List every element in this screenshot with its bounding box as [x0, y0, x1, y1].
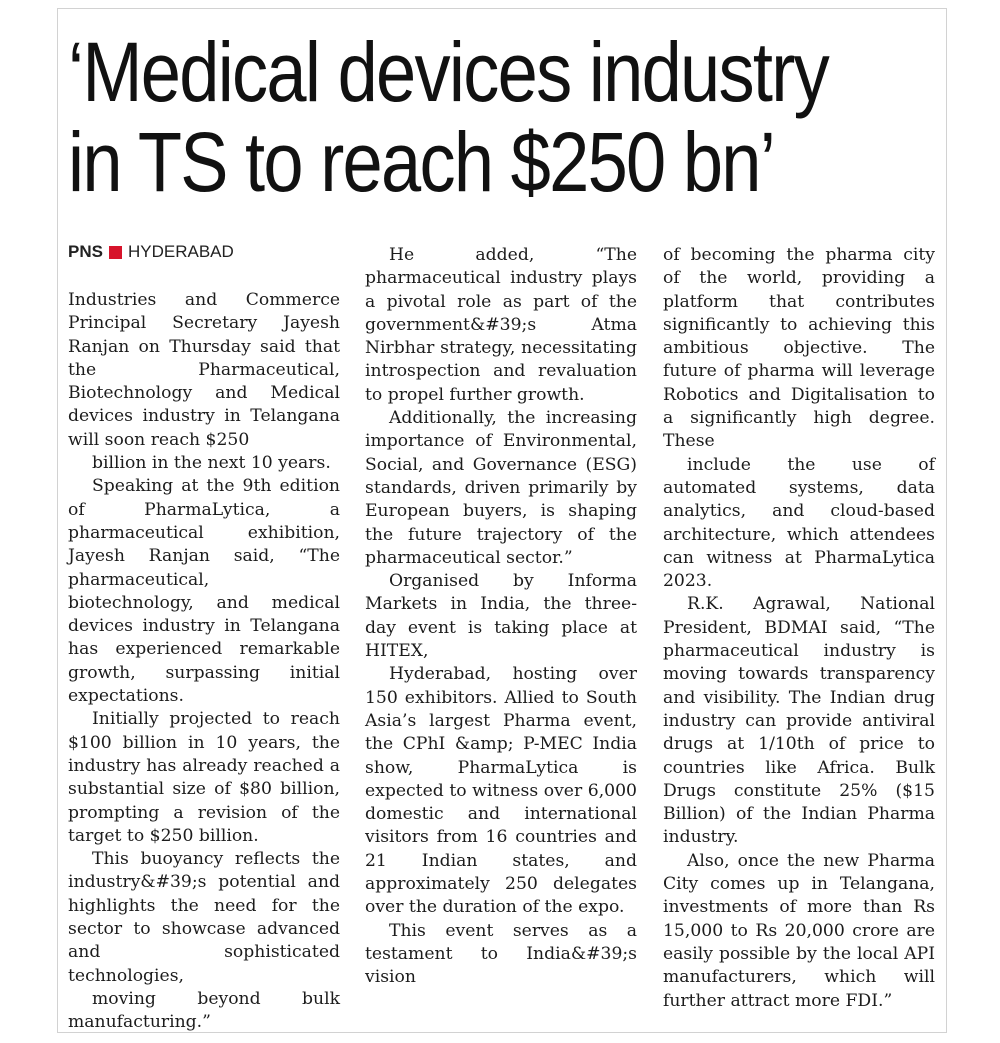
paragraph: This buoyancy reflects the industry&#39;s potential and highlights the need for the sector to showcase advanced and sophisticated technologies,: [68, 849, 340, 986]
paragraph: This event serves as a testament to India&#39;s vision: [365, 920, 637, 988]
paragraph: of becoming the pharma city of the world, providing a platform that contributes significantly to achieving this ambitious objective. The future of pharma will leverage Robotics and Digitalisation to a significantly high degree. These: [663, 245, 935, 452]
paragraph: Speaking at the 9th edition of PharmaLytica, a pharmaceutical exhibition, Jayesh Ranjan said, “The pharmaceutical, biotechnology, and medical devices industry in Telangana has experienced remarkable growth, surpassing initial expectations.: [68, 476, 340, 707]
agency-name: PNS: [68, 242, 103, 261]
red-square-icon: [109, 246, 122, 259]
paragraph: Initially projected to reach $100 billion in 10 years, the industry has already reached a substantial size of $80 billion, prompting a revision of the target to $250 billion.: [68, 709, 340, 846]
headline-line-1: ‘Medical devices industry: [68, 25, 829, 119]
paragraph: Also, once the new Pharma City comes up in Telangana, investments of more than Rs 15,000 to Rs 20,000 crore are easily possible by the local API manufacturers, which will further attract more FDI.”: [663, 850, 935, 1011]
article-column-3: [663, 244, 935, 1013]
paragraph: billion in the next 10 years.: [92, 453, 331, 474]
paragraph: R.K. Agrawal, National President, BDMAI said, “The pharmaceutical industry is moving towards transparency and visibility. The Indian drug industry can provide antiviral drugs at 1/10th of price to countries like Africa. Bulk Drugs constitute 25% ($15 Billion) of the Indian Pharma industry.: [663, 594, 935, 848]
article-column-2: [365, 244, 637, 990]
paragraph: Organised by Informa Markets in India, the three-day event is taking place at HITEX,: [365, 571, 637, 662]
paragraph: Additionally, the increasing importance of Environmental, Social, and Governance (ESG) standards, driven primarily by European buyers, is shaping the future trajectory of the pharmaceutical sector.”: [365, 408, 637, 568]
newspaper-clipping: [57, 8, 947, 1033]
paragraph: moving beyond bulk manufacturing.”: [68, 988, 340, 1033]
paragraph: He added, “The pharmaceutical industry plays a pivotal role as part of the government&#39;s Atma Nirbhar strategy, necessitating introspection and revaluation to propel further growth.: [365, 245, 637, 405]
paragraph: Hyderabad, hosting over 150 exhibitors. Allied to South Asia’s largest Pharma event, the CPhI &amp; P-MEC India show, PharmaLytica is expected to witness over 6,000 domestic and international visitors from 16 countries and 21 Indian states, and approximately 250 delegates over the duration of the expo.: [365, 664, 637, 918]
headline: [68, 25, 829, 209]
dateline: HYDERABAD: [127, 242, 234, 261]
headline-line-2: in TS to reach $250 bn’: [68, 115, 775, 209]
byline: [68, 242, 234, 262]
article-column-1: [68, 289, 340, 1035]
paragraph: include the use of automated systems, data analytics, and cloud-based architecture, which attendees can witness at PharmaLytica 2023.: [663, 454, 935, 592]
paragraph: Industries and Commerce Principal Secretary Jayesh Ranjan on Thursday said that the Pharmaceutical, Biotechnology and Medical devices industry in Telangana will soon reach $250: [68, 290, 340, 450]
